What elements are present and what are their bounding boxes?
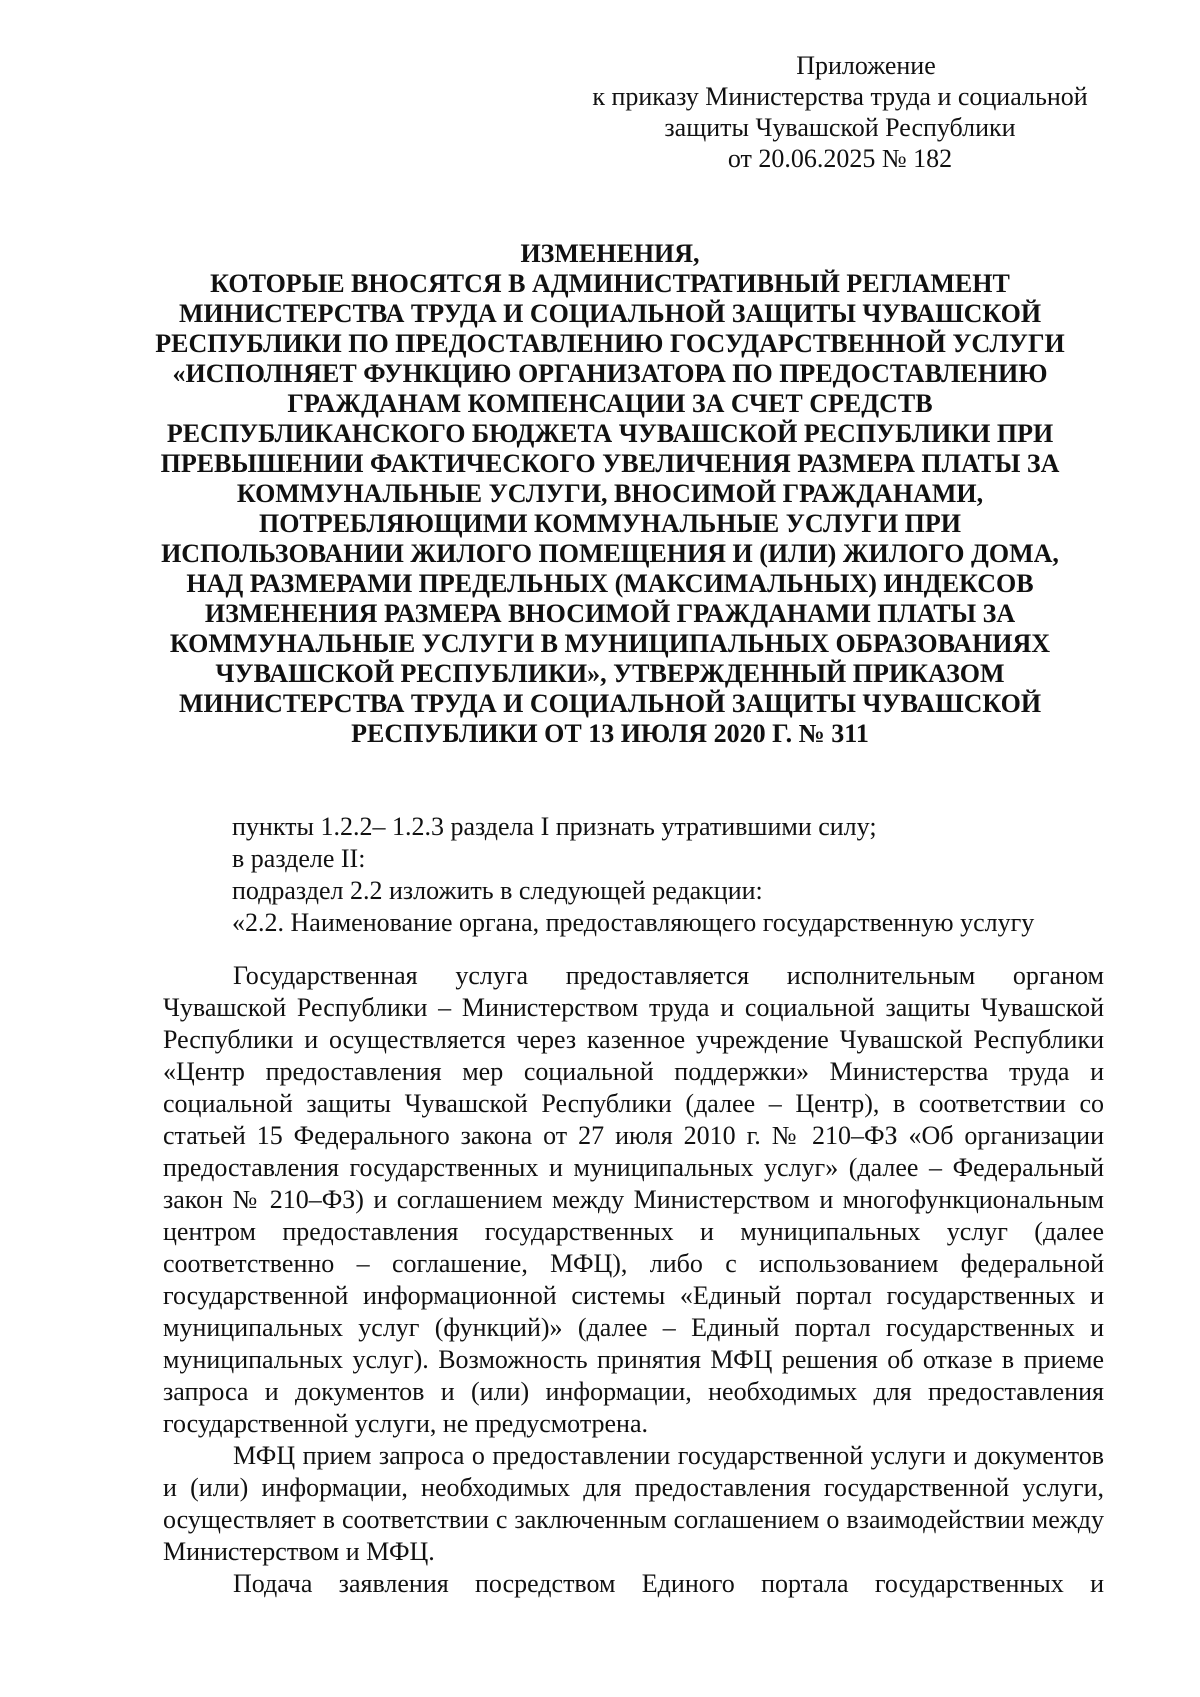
appendix-order-ref: к приказу Министерства труда и социальной — [592, 82, 1088, 111]
intro-line: пункты 1.2.2– 1.2.3 раздела I признать утратившими силу; — [232, 812, 877, 841]
appendix-date-number: от 20.06.2025 № 182 — [727, 144, 953, 173]
intro-line: в разделе II: — [232, 844, 366, 873]
title-line: «ИСПОЛНЯЕТ ФУНКЦИЮ ОРГАНИЗАТОРА ПО ПРЕДОСТАВЛЕНИЮ — [172, 359, 1048, 388]
title-line: ЧУВАШСКОЙ РЕСПУБЛИКИ», УТВЕРЖДЕННЫЙ ПРИКАЗОМ — [215, 659, 1005, 688]
appendix-header — [560, 50, 1120, 174]
title-line: РЕСПУБЛИКАНСКОГО БЮДЖЕТА ЧУВАШСКОЙ РЕСПУБЛИКИ ПРИ — [166, 419, 1054, 448]
body-text — [163, 960, 1104, 1600]
title-line: НАД РАЗМЕРАМИ ПРЕДЕЛЬНЫХ (МАКСИМАЛЬНЫХ) ИНДЕКСОВ — [186, 569, 1034, 598]
title-line: ПРЕВЫШЕНИИ ФАКТИЧЕСКОГО УВЕЛИЧЕНИЯ РАЗМЕРА ПЛАТЫ ЗА — [160, 449, 1060, 478]
body-paragraph: Подача заявления посредством Единого портала государственных и — [233, 1569, 1104, 1598]
intro-line: «2.2. Наименование органа, предоставляющего государственную услугу — [232, 908, 1035, 937]
title-line: КОММУНАЛЬНЫЕ УСЛУГИ, ВНОСИМОЙ ГРАЖДАНАМИ, — [236, 479, 984, 508]
title-line: МИНИСТЕРСТВА ТРУДА И СОЦИАЛЬНОЙ ЗАЩИТЫ ЧУВАШСКОЙ — [178, 689, 1042, 718]
body-paragraph: Государственная услуга предоставляется исполнительным органом Чувашской Республики – Министерством труда и социальной защиты Чувашской Республики и осуществляется через казенное учреждение Чувашской Республики «Центр предоставления мер социальной поддержки» Министерства труда и социальной защиты Чувашской Республики (далее – Центр), в соответствии со статьей 15 Федерального закона от 27 июля 2010 г. № 210–ФЗ «Об организации предоставления государственных и муниципальных услуг» (далее – Федеральный закон № 210–ФЗ) и соглашением между Министерством и многофункциональным центром предоставления государственных и муниципальных услуг (далее соответственно – соглашение, МФЦ), либо с использованием федеральной государственной информационной системы «Единый портал государственных и муниципальных услуг (функций)» (далее – Единый портал государственных и муниципальных услуг). Возможность принятия МФЦ решения об отказе в приеме запроса и документов и (или) информации, необходимых для предоставления государственной услуги, не предусмотрена. — [163, 961, 1104, 1438]
title-line: МИНИСТЕРСТВА ТРУДА И СОЦИАЛЬНОЙ ЗАЩИТЫ ЧУВАШСКОЙ — [178, 299, 1042, 328]
appendix-ministry: защиты Чувашской Республики — [664, 113, 1016, 142]
intro-line: подраздел 2.2 изложить в следующей редакции: — [232, 876, 763, 905]
title-line: ИСПОЛЬЗОВАНИИ ЖИЛОГО ПОМЕЩЕНИЯ И (ИЛИ) ЖИЛОГО ДОМА, — [161, 539, 1059, 568]
document-title — [130, 239, 1090, 749]
title-line: ГРАЖДАНАМ КОМПЕНСАЦИИ ЗА СЧЕТ СРЕДСТВ — [287, 389, 933, 418]
appendix-label: Приложение — [796, 51, 936, 80]
title-line: ИЗМЕНЕНИЯ РАЗМЕРА ВНОСИМОЙ ГРАЖДАНАМИ ПЛАТЫ ЗА — [204, 599, 1016, 628]
title-line: ПОТРЕБЛЯЮЩИМИ КОММУНАЛЬНЫЕ УСЛУГИ ПРИ — [258, 509, 962, 538]
body-paragraph: МФЦ прием запроса о предоставлении государственной услуги и документов и (или) информации, необходимых для предоставления государственной услуги, осуществляет в соответствии с заключенным соглашением о взаимодействии между Министерством и МФЦ. — [163, 1441, 1104, 1566]
intro-items — [232, 811, 1132, 939]
title-line: КОТОРЫЕ ВНОСЯТСЯ В АДМИНИСТРАТИВНЫЙ РЕГЛАМЕНТ — [210, 269, 1010, 298]
title-line: РЕСПУБЛИКИ ПО ПРЕДОСТАВЛЕНИЮ ГОСУДАРСТВЕННОЙ УСЛУГИ — [155, 329, 1065, 358]
title-line: ИЗМЕНЕНИЯ, — [520, 239, 700, 268]
title-line: РЕСПУБЛИКИ ОТ 13 ИЮЛЯ 2020 Г. № 311 — [351, 719, 869, 748]
title-line: КОММУНАЛЬНЫЕ УСЛУГИ В МУНИЦИПАЛЬНЫХ ОБРАЗОВАНИЯХ — [169, 629, 1051, 658]
